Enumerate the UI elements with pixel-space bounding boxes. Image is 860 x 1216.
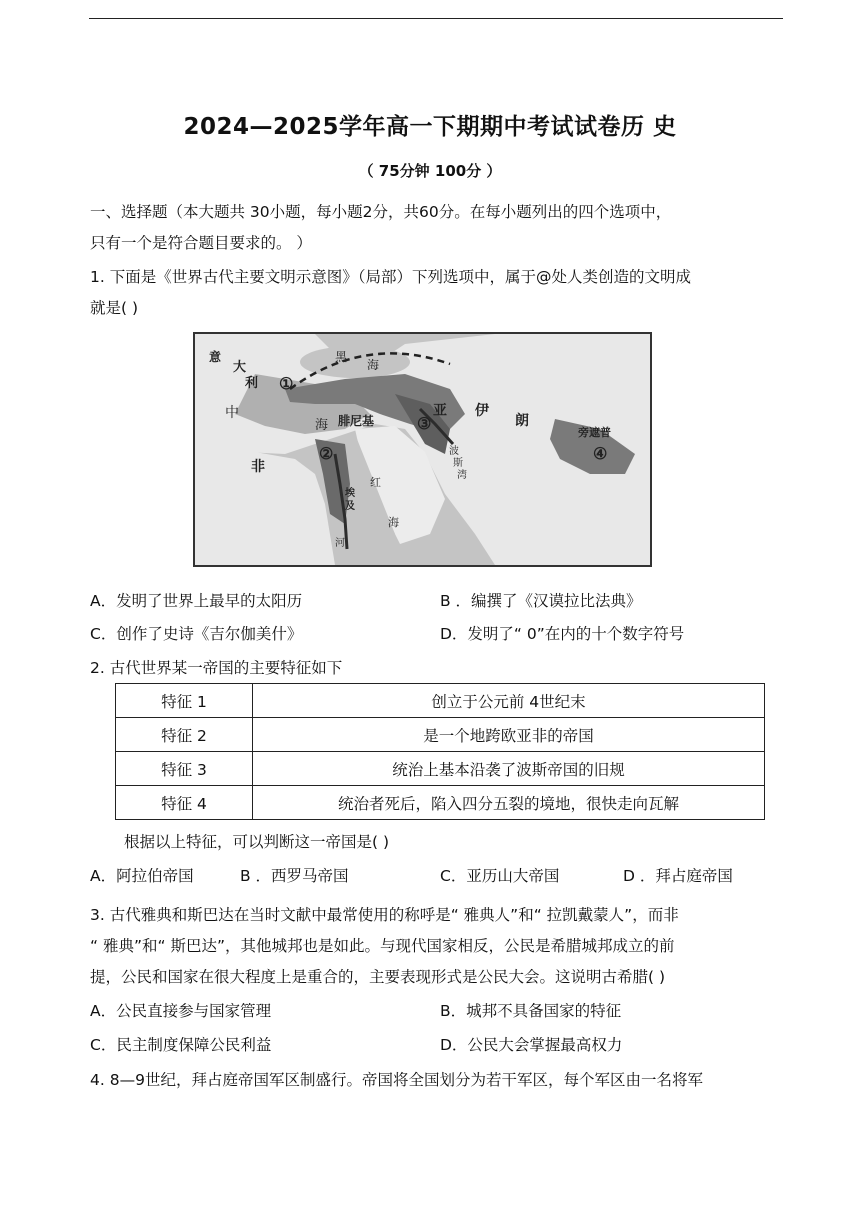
question-1-stem [90, 262, 780, 324]
question-2-option-a: A．阿拉伯帝国 [90, 867, 194, 885]
map-label-lang: 朗 [515, 413, 529, 429]
map-graphic [195, 334, 650, 565]
feature-key: 特征 3 [116, 752, 253, 786]
section-heading [90, 197, 780, 259]
map-label-hai-black: 海 [367, 358, 380, 372]
features-table [115, 683, 765, 820]
question-2-stem: 2. 古代世界某一帝国的主要特征如下 [90, 659, 343, 677]
question-1-line2: 就是( ) [90, 299, 139, 317]
top-rule [89, 18, 783, 19]
map-label-da: 大 [233, 360, 247, 375]
feature-key: 特征 1 [116, 684, 253, 718]
question-2-option-d: D ．拜占庭帝国 [623, 867, 733, 885]
question-2-option-c: C．亚历山大帝国 [440, 867, 560, 885]
table-row [116, 752, 765, 786]
map-label-yi: 意 [209, 350, 222, 364]
feature-value: 统治者死后，陷入四分五裂的境地，很快走向瓦解 [253, 786, 765, 820]
map-marker-1: ① [279, 374, 294, 393]
table-row [116, 718, 765, 752]
exam-title: 2024—2025学年高一下期期中考试试卷历 史 [183, 114, 677, 140]
question-3-option-a: A．公民直接参与国家管理 [90, 1002, 272, 1020]
question-3-line2: “ 雅典”和“ 斯巴达”，其他城邦也是如此。与现代国家相反，公民是希腊城邦成立的前 [90, 937, 675, 955]
map-label-hei: 黑 [335, 350, 348, 364]
map-label-yi-iran: 伊 [475, 403, 489, 419]
map-label-si: 斯 [453, 458, 463, 469]
feature-value: 是一个地跨欧亚非的帝国 [253, 718, 765, 752]
question-1-option-a: A．发明了世界上最早的太阳历 [90, 592, 303, 610]
map-label-ya: 亚 [433, 403, 447, 419]
question-3-line1: 3. 古代雅典和斯巴达在当时文献中最常使用的称呼是“ 雅典人”和“ 拉凯戴蒙人”，而非 [90, 906, 679, 924]
map-label-wan: 湾 [457, 470, 467, 481]
exam-subtitle: （ 75分钟 100分 ） [358, 162, 502, 180]
section-heading-line1: 一、选择题（本大题共 30小题，每小题2分，共60分。在每小题列出的四个选项中， [90, 203, 672, 221]
question-3-option-b: B．城邦不具备国家的特征 [440, 1002, 622, 1020]
feature-value: 统治上基本沿袭了波斯帝国的旧规 [253, 752, 765, 786]
map-label-ai: 埃 [345, 488, 355, 499]
question-1-line1: 1. 下面是《世界古代主要文明示意图》（局部）下列选项中，属于@处人类创造的文明成 [90, 268, 691, 286]
map-label-punjab: 旁遮普 [578, 426, 611, 439]
map-label-bo: 波 [449, 446, 459, 457]
feature-key: 特征 2 [116, 718, 253, 752]
map-marker-3: ③ [417, 414, 432, 433]
section-heading-line2: 只有一个是符合题目要求的。 ） [90, 234, 312, 252]
question-3-option-c: C．民主制度保障公民利益 [90, 1036, 272, 1054]
world-civilizations-map [193, 332, 652, 567]
question-2-option-b: B ．西罗马帝国 [240, 867, 349, 885]
feature-value: 创立于公元前 4世纪末 [253, 684, 765, 718]
feature-key: 特征 4 [116, 786, 253, 820]
question-4-line1: 4. 8—9世纪，拜占庭帝国军区制盛行。帝国将全国划分为若干军区，每个军区由一名将军 [90, 1071, 703, 1089]
map-marker-4: ④ [593, 444, 608, 463]
question-3-line3: 提，公民和国家在很大程度上是重合的，主要表现形式是公民大会。这说明古希腊( ) [90, 968, 666, 986]
table-row [116, 786, 765, 820]
table-row [116, 684, 765, 718]
map-label-hong: 红 [370, 476, 381, 489]
map-label-zhong: 中 [225, 405, 239, 421]
map-label-hai: 海 [315, 418, 329, 433]
map-label-li: 利 [245, 376, 259, 391]
question-1-option-d: D．发明了“ 0”在内的十个数字符号 [440, 625, 685, 643]
question-3-option-d: D．公民大会掌握最高权力 [440, 1036, 623, 1054]
map-label-fei: 非 [251, 459, 265, 475]
question-1-option-c: C．创作了史诗《吉尔伽美什》 [90, 625, 303, 643]
map-label-ji: 及 [345, 501, 355, 512]
question-2-follow: 根据以上特征，可以判断这一帝国是( ) [124, 833, 390, 851]
map-label-he: 河 [335, 538, 345, 549]
map-label-phoenicia: 腓尼基 [338, 414, 375, 428]
question-3-stem [90, 900, 780, 993]
question-1-option-b: B ．编撰了《汉谟拉比法典》 [440, 592, 642, 610]
map-marker-2: ② [319, 444, 334, 463]
map-label-hai-red: 海 [388, 516, 399, 529]
